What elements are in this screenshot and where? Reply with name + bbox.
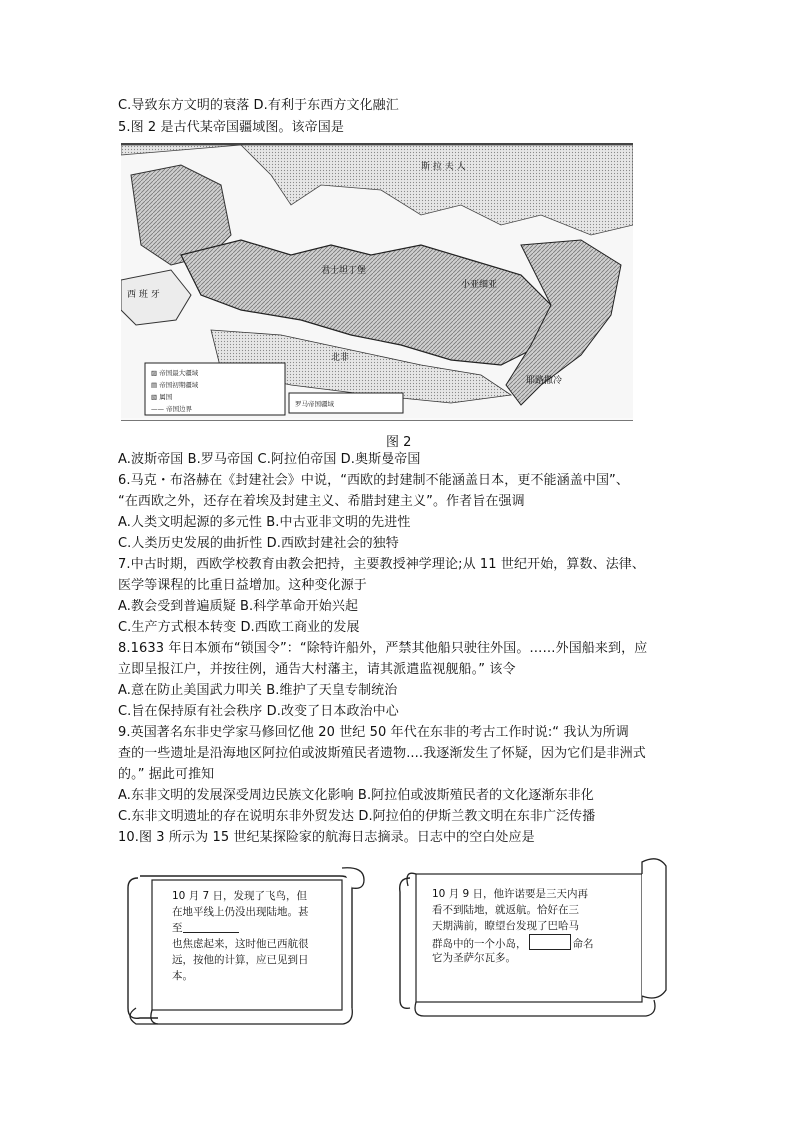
- q9-stem-line3: 的。” 据此可推知: [118, 767, 215, 782]
- label-constantinople: 君士坦丁堡: [321, 266, 367, 276]
- q5-stem: 5.图 2 是古代某帝国疆域图。该帝国是: [118, 120, 344, 135]
- q6-stem-line2: “在西欧之外，还存在着埃及封建主义、希腊封建主义”。作者旨在强调: [118, 494, 525, 509]
- q7-stem-line2: 医学等课程的比重日益增加。这种变化源于: [118, 578, 367, 593]
- q6-stem-line1: 6.马克・布洛赫在《封建社会》中说，“西欧的封建制不能涵盖日本，更不能涵盖中国”、: [118, 473, 629, 488]
- q6-options-ab: A.人类文明起源的多元性 B.中古亚非文明的先进性: [118, 515, 411, 530]
- scroll2-line3: 天期满前，瞭望台发现了巴哈马: [432, 920, 579, 932]
- label-slavs: 斯 拉 夫 人: [421, 162, 466, 172]
- q9-stem-line2: 查的一些遗址是沿海地区阿拉伯或波斯殖民者遗物....我逐渐发生了怀疑，因为它们是非洲式: [118, 746, 646, 761]
- scroll2-line4a: 群岛中的一个小岛，: [432, 938, 527, 950]
- label-asia-minor: 小亚细亚: [461, 280, 498, 290]
- q8-stem-line1: 8.1633 年日本颁布“锁国令”：“除特许船外，严禁其他船只驶往外国。……外国船来到，应: [118, 641, 648, 656]
- map-drawing: [121, 145, 633, 418]
- q10-stem: 10.图 3 所示为 15 世纪某探险家的航海日志摘录。日志中的空白处应是: [118, 830, 535, 845]
- legend-item-3: ▧ 属国: [151, 393, 173, 401]
- label-north-africa: 北非: [331, 353, 350, 363]
- label-spain: 西 班 牙: [127, 290, 160, 300]
- scroll1-line2: 在地平线上仍没出现陆地。甚: [172, 906, 309, 918]
- scroll1-line3-text: 至: [172, 922, 183, 934]
- q8-options-cd: C.旨在保持原有社会秩序 D.改变了日本政治中心: [118, 704, 399, 719]
- logbook-scroll-right: [396, 850, 676, 1022]
- scroll2-line5: 它为圣萨尔瓦多。: [432, 952, 516, 964]
- scroll2-line2: 看不到陆地，就返航。恰好在三: [432, 904, 579, 916]
- q4-options-cd: C.导致东方文明的衰落 D.有利于东西方文化融汇: [118, 98, 399, 113]
- scroll1-line4: 也焦虑起来，这时他已西航很: [172, 938, 309, 950]
- q7-options-ab: A.教会受到普遍质疑 B.科学革命开始兴起: [118, 599, 359, 614]
- legend-item-2: ▤ 帝国初期疆域: [151, 381, 199, 389]
- q8-stem-line2: 立即呈报江户，并按往例，通告大村藩主，请其派遣监视舰船。” 该令: [118, 662, 516, 677]
- label-jerusalem: 耶路撒冷: [526, 376, 563, 386]
- scroll2-line4b: 命名: [572, 938, 594, 950]
- q9-stem-line1: 9.英国著名东非史学家马修回忆他 20 世纪 50 年代在东非的考古工作时说:“ 我认为所调: [118, 725, 629, 740]
- figure2-map: [121, 143, 633, 421]
- scroll1-line3: [172, 920, 239, 936]
- scroll1-line5: 远，按他的计算，应已见到日: [172, 954, 309, 966]
- legend-item-1: ▨ 帝国最大疆域: [151, 369, 199, 377]
- q8-options-ab: A.意在防止美国武力叩关 B.维护了天皇专制统治: [118, 683, 398, 698]
- legend-item-4: —— 帝国边界: [151, 405, 193, 413]
- scroll2-blank-box: [529, 934, 571, 950]
- scroll1-line6: 本。: [172, 970, 193, 982]
- figure2-caption: 图 2: [386, 435, 412, 450]
- scroll2-line1: 10 月 9 日，他许诺要是三天内再: [432, 888, 589, 900]
- map-scale-note: 罗马帝国疆域: [295, 400, 334, 408]
- q9-options-cd: C.东非文明遗址的存在说明东非外贸发达 D.阿拉伯的伊斯兰教文明在东非广泛传播: [118, 809, 596, 824]
- q7-options-cd: C.生产方式根本转变 D.西欧工商业的发展: [118, 620, 360, 635]
- q7-stem-line1: 7.中古时期，西欧学校教育由教会把持，主要教授神学理论;从 11 世纪开始，算数、法律、: [118, 557, 645, 572]
- q5-options: A.波斯帝国 B.罗马帝国 C.阿拉伯帝国 D.奥斯曼帝国: [118, 452, 421, 467]
- scroll1-line1: 10 月 7 日，发现了飞鸟，但: [172, 890, 308, 902]
- logbook-scroll-left: [118, 858, 370, 1028]
- q9-options-ab: A.东非文明的发展深受周边民族文化影响 B.阿拉伯或波斯殖民者的文化逐渐东非化: [118, 788, 594, 803]
- scroll1-blank: [183, 920, 239, 933]
- q6-options-cd: C.人类历史发展的曲折性 D.西欧封建社会的独特: [118, 536, 399, 551]
